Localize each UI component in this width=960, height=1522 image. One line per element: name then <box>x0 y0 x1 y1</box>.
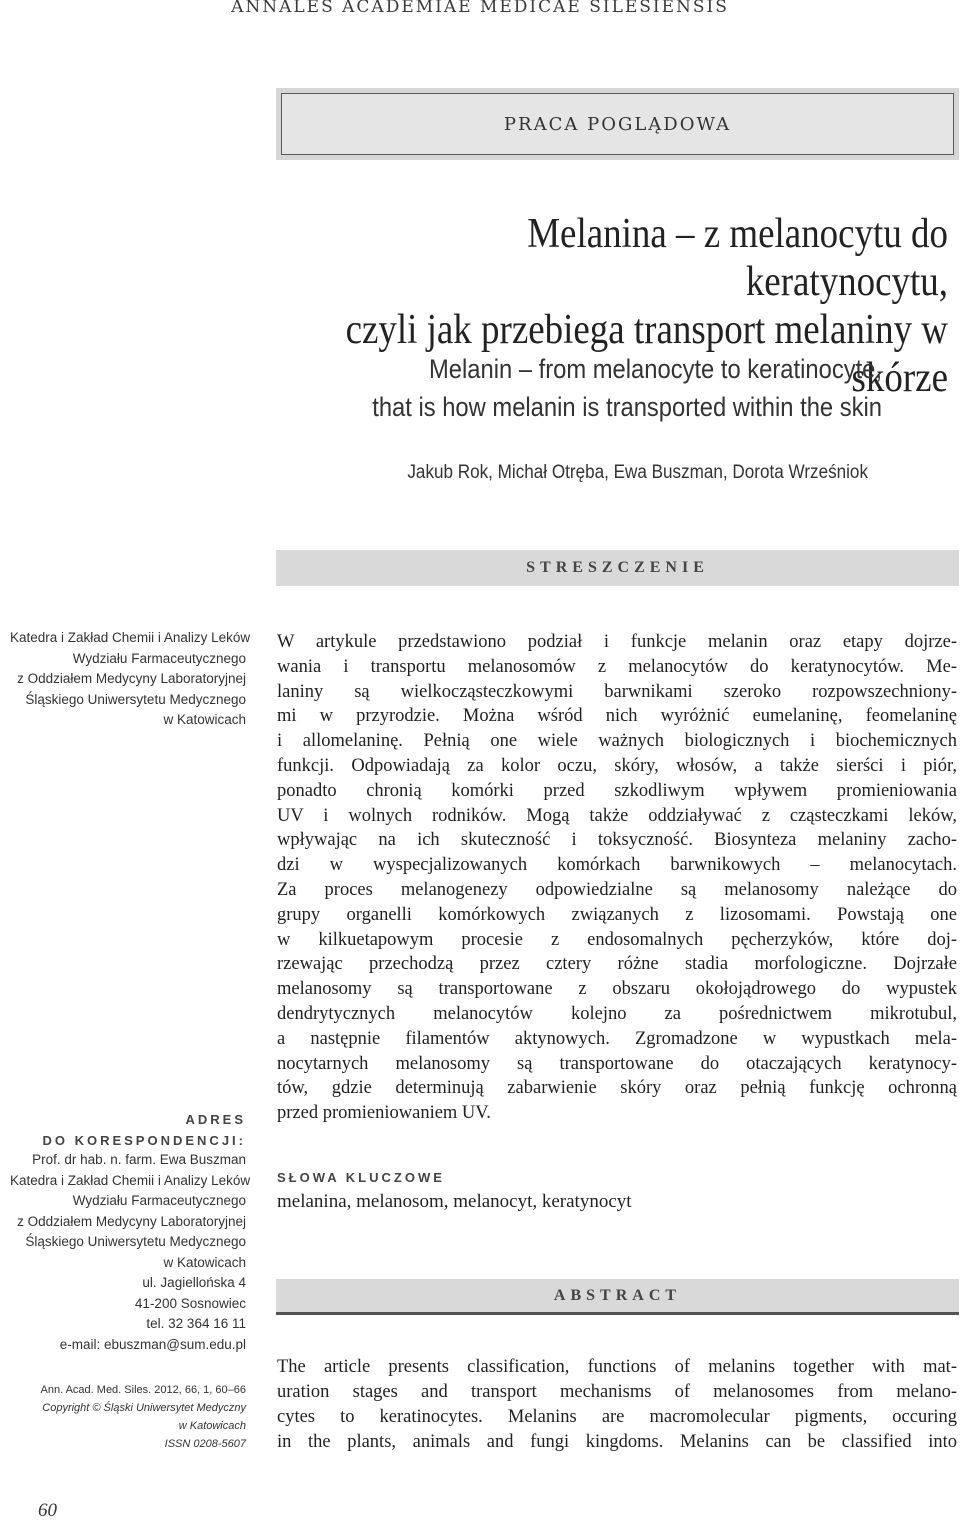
abstract-pl-line: laniny są wielkocząsteczkowymi barwnikami szeroko rozpowszechniony- <box>277 681 957 702</box>
affiliation <box>10 628 251 731</box>
abstract-en-line: The article presents classification, functions of melanins together with mat- <box>277 1357 957 1377</box>
address-line: ul. Jagiellońska 4 <box>142 1275 246 1290</box>
abstract-pl-line: tów, gdzie determinują zabarwienie skóry oraz pełnią funkcję ochronną <box>277 1078 957 1099</box>
copyright-line: Copyright © Śląski Uniwersytet Medyczny <box>42 1402 246 1414</box>
copyright-line: w Katowicach <box>178 1420 246 1432</box>
address-line: Katedra i Zakład Chemii i Analizy Leków <box>10 1172 251 1188</box>
abstract-en-line: in the plants, animals and fungi kingdoms. Melanins can be classified into <box>277 1432 957 1452</box>
abstract-en <box>277 1355 957 1455</box>
abstract-pl-line: Za proces melanogenezy odpowiedzialne są melanosomy należące do <box>277 879 957 900</box>
address-line: tel. 32 364 16 11 <box>146 1316 246 1331</box>
address-line: 41-200 Sosnowiec <box>134 1295 246 1311</box>
streszczenie-heading: STRESZCZENIE <box>276 550 959 586</box>
journal-name: ANNALES ACADEMIAE MEDICAE SILESIENSIS <box>231 0 729 17</box>
title-en-line: Melanin – from melanocyte to keratinocyte, <box>429 354 882 384</box>
abstract-pl-line: nocytarnych melanosomy są transportowane do otaczających keratynocy- <box>277 1053 957 1074</box>
keywords-heading: SŁOWA KLUCZOWE <box>277 1170 445 1185</box>
correspondence-heading <box>10 1109 246 1151</box>
abstract-pl-line: w kilkuetapowym procesie z endosomalnych pęcherzyków, które doj- <box>277 929 957 950</box>
correspondence-address <box>10 1150 251 1355</box>
abstract-pl-line: wpływając na ich skuteczność i toksyczność. Biosynteza melaniny zacho- <box>277 830 957 851</box>
abstract-heading: ABSTRACT <box>276 1279 959 1315</box>
affiliation-line: w Katowicach <box>163 712 246 727</box>
page-number: 60 <box>38 1500 57 1521</box>
address-line: Wydziału Farmaceutycznego <box>72 1193 246 1208</box>
abstract-pl-line: a następnie filamentów aktynowych. Zgromadzone w wypustkach mela- <box>277 1028 957 1049</box>
address-line: w Katowicach <box>163 1254 246 1270</box>
article-type: PRACA POGLĄDOWA <box>281 93 954 155</box>
abstract-pl-line: UV i wolnych rodników. Mogą także oddziaływać z cząsteczkami leków, <box>277 805 957 826</box>
abstract-pl-line: rzewając przechodzą przez cztery różne stadia morfologiczne. Dojrzałe <box>277 954 957 975</box>
title-en-line: that is how melanin is transported within the skin <box>372 392 882 422</box>
affiliation-line: z Oddziałem Medycyny Laboratoryjnej <box>17 671 246 686</box>
abstract-pl <box>277 630 957 1126</box>
abstract-pl-line: grupy organelli komórkowych związanych z lizosomami. Powstają one <box>277 904 957 925</box>
abstract-pl-line: mi w przyrodzie. Można wśród nich wyróżnić eumelaninę, feomelaninę <box>277 706 957 727</box>
affiliation-line: Śląskiego Uniwersytetu Medycznego <box>25 691 246 707</box>
abstract-en-line: cytes to keratinocytes. Melanins are macromolecular pigments, occuring <box>277 1407 957 1427</box>
correspondence-heading-line: ADRES <box>185 1112 246 1127</box>
abstract-pl-line: wania i transportu melanosomów z melanocytów do keratynocytów. Me- <box>277 656 957 677</box>
abstract-pl-line: ponadto chronią komórki przed szkodliwym wpływem promieniowania <box>277 780 957 801</box>
title-pl-line: Melanina – z melanocytu do keratynocytu, <box>527 211 948 305</box>
affiliation-line: Katedra i Zakład Chemii i Analizy Leków <box>10 630 251 645</box>
title-en <box>354 350 882 426</box>
address-line: z Oddziałem Medycyny Laboratoryjnej <box>17 1213 246 1229</box>
keywords: melanina, melanosom, melanocyt, keratynocyt <box>277 1191 632 1212</box>
citation-info <box>10 1381 246 1453</box>
abstract-pl-line: dzi w wyspecjalizowanych komórkach barwnikowych – melanocytach. <box>277 855 957 876</box>
article-type-box <box>276 88 959 160</box>
abstract-pl-line: melanosomy są transportowane z obszaru okołojądrowego do wypustek <box>277 979 957 1000</box>
abstract-pl-line: i allomelaninę. Pełnią one wiele ważnych biologicznych i biochemicznych <box>277 731 957 752</box>
abstract-pl-line: przed promieniowaniem UV. <box>277 1103 491 1124</box>
email-line: e-mail: ebuszman@sum.edu.pl <box>59 1336 246 1352</box>
address-line: Śląskiego Uniwersytetu Medycznego <box>25 1234 246 1249</box>
abstract-pl-line: W artykule przedstawiono podział i funkcje melanin oraz etapy dojrze- <box>277 632 957 652</box>
correspondence-heading-line: DO KORESPONDENCJI: <box>42 1133 246 1148</box>
abstract-en-line: uration stages and transport mechanisms of melanosomes from melano- <box>277 1382 957 1402</box>
affiliation-line: Wydziału Farmaceutycznego <box>72 650 246 666</box>
authors: Jakub Rok, Michał Otręba, Ewa Buszman, Dorota Wrześniok <box>407 462 868 483</box>
abstract-pl-line: dendrytycznych melanocytów kolejno za pośrednictwem mikrotubul, <box>277 1003 957 1024</box>
address-line: Prof. dr hab. n. farm. Ewa Buszman <box>32 1152 246 1167</box>
issn-line: ISSN 0208-5607 <box>164 1438 246 1450</box>
abstract-pl-line: funkcji. Odpowiadają za kolor oczu, skóry, włosów, a także sierści i piór, <box>277 755 957 776</box>
citation-line: Ann. Acad. Med. Siles. 2012, 66, 1, 60–66 <box>40 1384 246 1396</box>
title-pl-line: czyli jak przebiega transport melaniny w skórze <box>345 307 948 401</box>
